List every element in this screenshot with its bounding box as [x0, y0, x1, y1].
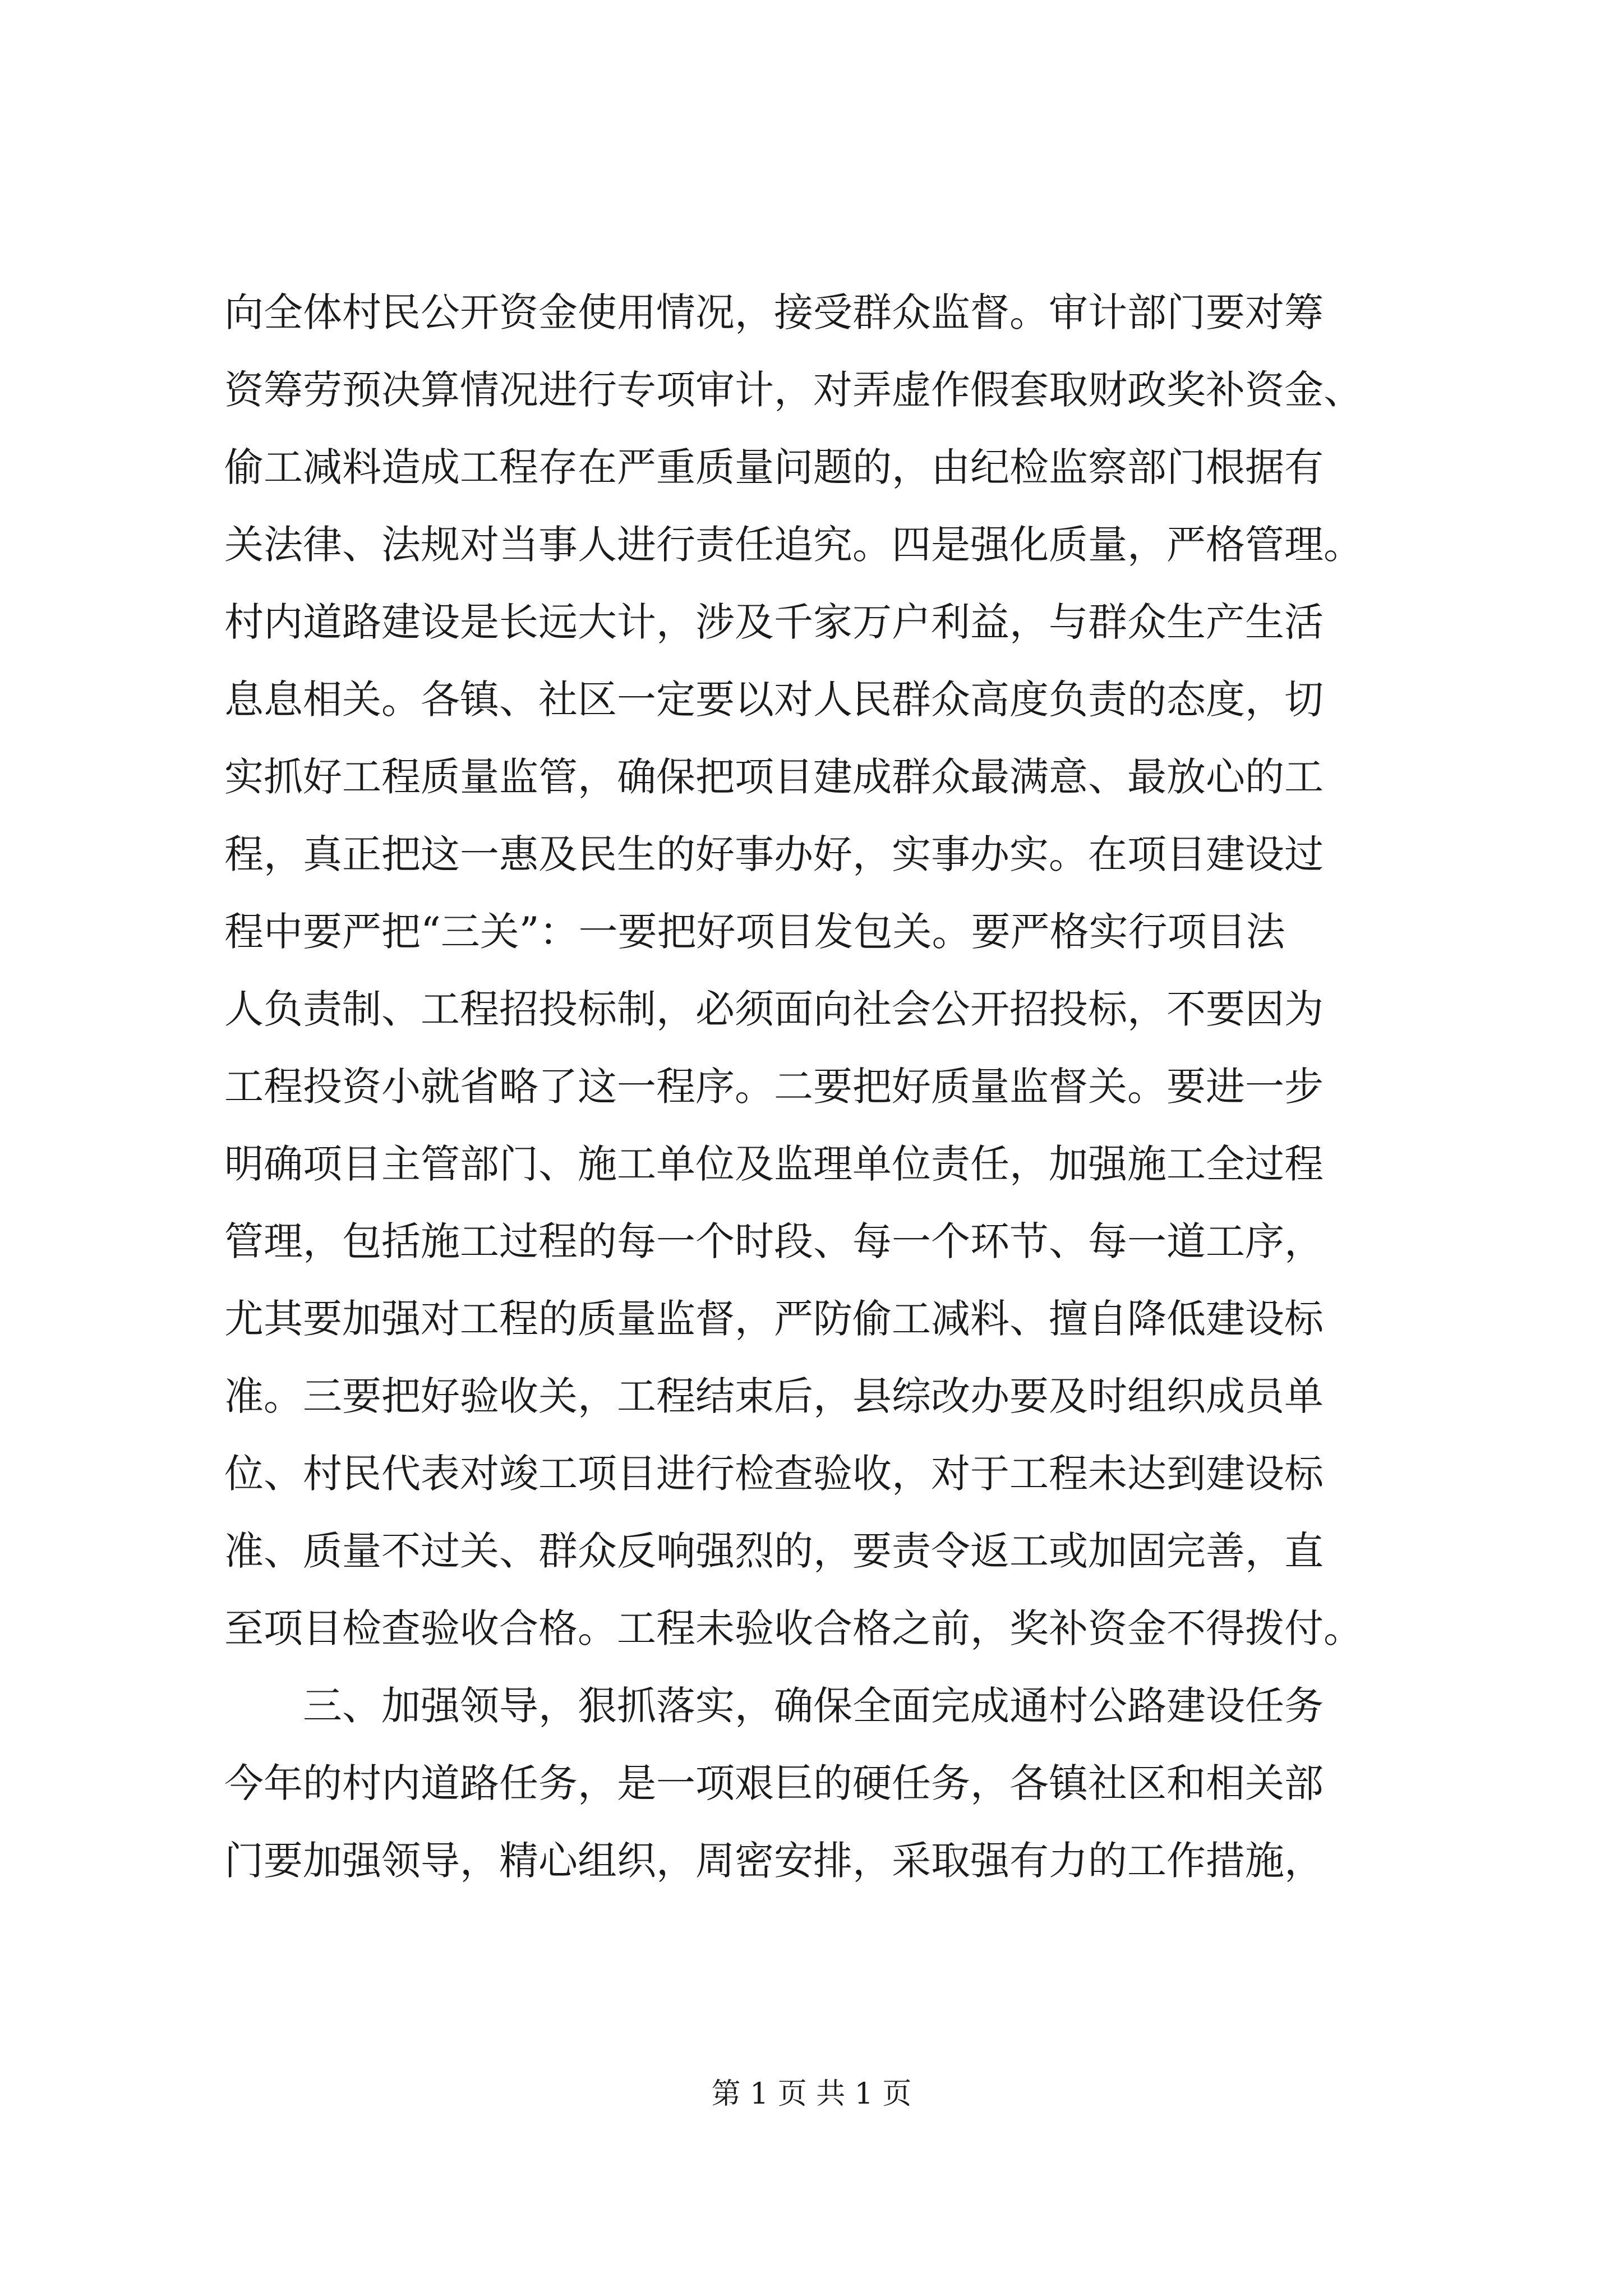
text-line: 今年的村内道路任务，是一项艰巨的硬任务，各镇社区和相关部 [224, 1760, 1324, 1806]
text-line: 管理，包括施工过程的每一个时段、每一个环节、每一道工序， [224, 1218, 1324, 1264]
text-line: 程中要严把“三关”：一要把好项目发包关。要严格实行项目法 [224, 909, 1285, 955]
text-line: 息息相关。各镇、社区一定要以对人民群众高度负责的态度，切 [224, 677, 1324, 723]
text-line: 人负责制、工程招投标制，必须面向社会公开招投标，不要因为 [224, 986, 1324, 1032]
text-line: 向全体村民公开资金使用情况，接受群众监督。审计部门要对筹 [224, 289, 1324, 335]
text-line: 明确项目主管部门、施工单位及监理单位责任，加强施工全过程 [224, 1141, 1324, 1187]
page-number-footer: 第 1 页 共 1 页 [711, 2077, 912, 2111]
text-line: 位、村民代表对竣工项目进行检查验收，对于工程未达到建设标 [224, 1451, 1324, 1497]
text-line: 实抓好工程质量监管，确保把项目建成群众最满意、最放心的工 [224, 754, 1324, 800]
text-line: 尤其要加强对工程的质量监督，严防偷工减料、擅自降低建设标 [224, 1296, 1324, 1342]
text-line: 资筹劳预决算情况进行专项审计，对弄虚作假套取财政奖补资金、 [224, 367, 1363, 413]
text-line: 至项目检查验收合格。工程未验收合格之前，奖补资金不得拨付。 [224, 1605, 1363, 1651]
document-body [224, 274, 1436, 1899]
text-line: 准。三要把好验收关，工程结束后，县综改办要及时组织成员单 [224, 1373, 1324, 1419]
text-line: 关法律、法规对当事人进行责任追究。四是强化质量，严格管理。 [224, 522, 1363, 568]
text-line: 偷工减料造成工程存在严重质量问题的，由纪检监察部门根据有 [224, 444, 1324, 490]
text-line: 门要加强领导，精心组织，周密安排，采取强有力的工作措施， [224, 1838, 1324, 1884]
text-line: 工程投资小就省略了这一程序。二要把好质量监督关。要进一步 [224, 1064, 1324, 1110]
text-line: 程，真正把这一惠及民生的好事办好，实事办实。在项目建设过 [224, 831, 1324, 877]
section-heading: 三、加强领导，狠抓落实，确保全面完成通村公路建设任务 [303, 1683, 1324, 1729]
text-line: 准、质量不过关、群众反响强烈的，要责令返工或加固完善，直 [224, 1528, 1324, 1574]
text-line: 村内道路建设是长远大计，涉及千家万户利益，与群众生产生活 [224, 599, 1324, 645]
